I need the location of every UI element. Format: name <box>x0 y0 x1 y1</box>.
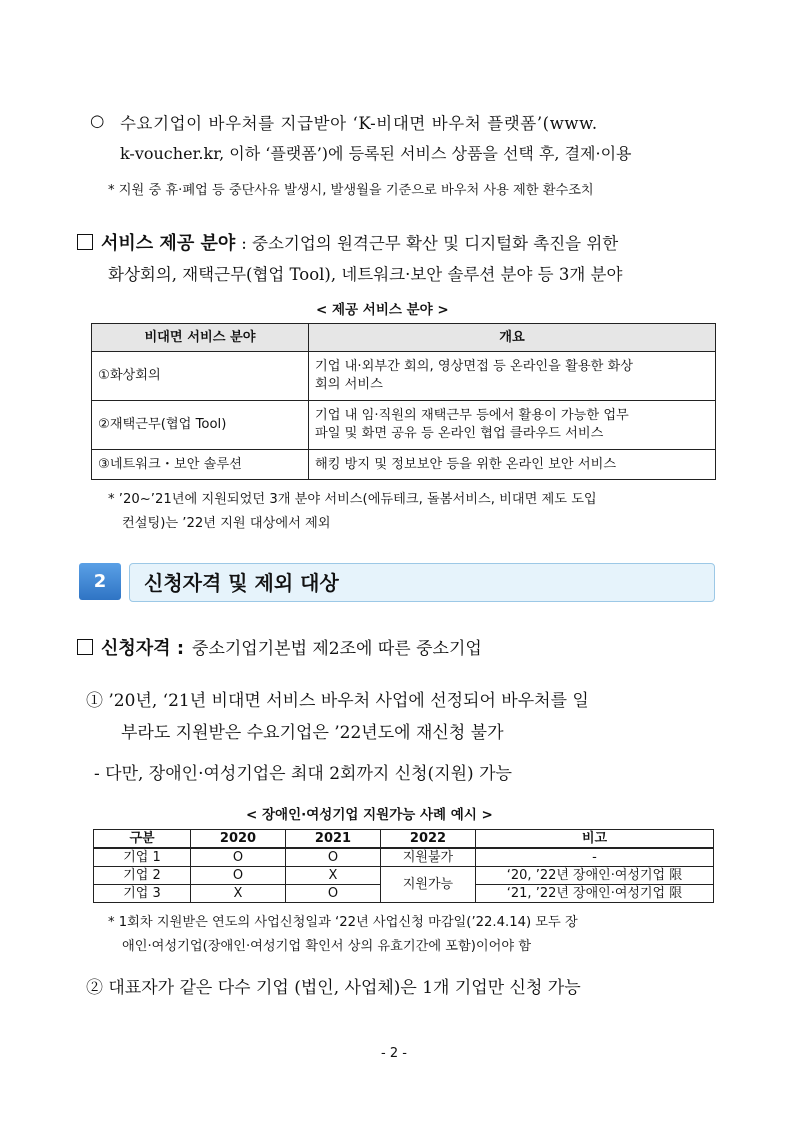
eligibility-heading <box>77 634 482 660</box>
cell-2021: O <box>286 885 381 903</box>
eligibility-note-line2: 애인·여성기업(장애인·여성기업 확인서 상의 유효기간에 포함)이어야 함 <box>122 939 532 954</box>
cell-2020: O <box>191 848 286 867</box>
header-category: 구분 <box>94 830 191 849</box>
cell-2021: X <box>286 867 381 885</box>
para1-line2: k-voucher.kr, 이하 ‘플랫폼’)에 등록된 서비스 상품을 선택 후, 결제·이용 <box>120 144 632 163</box>
page-number: - 2 - <box>381 1046 407 1061</box>
header-2021: 2021 <box>286 830 381 849</box>
cell-2021: O <box>286 848 381 867</box>
cell-2022: 지원불가 <box>381 848 476 867</box>
table-header-row <box>94 830 714 849</box>
table-header-row <box>92 324 716 352</box>
desc-line: 기업 내·외부간 회의, 영상면접 등 온라인을 활용한 화상 <box>315 359 633 374</box>
eligibility-note-line1: * 1회차 지원받은 연도의 사업신청일과 ‘22년 사업신청 마감일(’22.4.14) 모두 장 <box>108 915 578 930</box>
bullet-circle: ○ <box>90 111 105 130</box>
table-row <box>92 352 716 401</box>
header-note: 비고 <box>476 830 714 849</box>
para1-line1: 수요기업이 바우처를 지급받아 ‘K-비대면 바우처 플랫폼’(www. <box>120 114 598 133</box>
header-2022: 2022 <box>381 830 476 849</box>
field-cell: ③네트워크・보안 솔루션 <box>92 450 309 480</box>
cell-name: 기업 3 <box>94 885 191 903</box>
desc-cell <box>309 352 716 401</box>
para1-note: * 지원 중 휴·폐업 등 중단사유 발생시, 발생월을 기준으로 바우처 사용 제한 환수조치 <box>108 183 594 198</box>
header-overview: 개요 <box>309 324 716 352</box>
service-table <box>91 323 716 480</box>
desc-cell <box>309 401 716 450</box>
section-title: 신청자격 및 제외 대상 <box>144 571 339 595</box>
header-field: 비대면 서비스 분야 <box>92 324 309 352</box>
cell-name: 기업 2 <box>94 867 191 885</box>
cell-note: ‘21, ’22년 장애인·여성기업 限 <box>476 885 714 903</box>
eligibility-label: 신청자격 : <box>101 638 185 659</box>
table-row <box>92 401 716 450</box>
table-row <box>92 450 716 480</box>
table-row <box>94 867 714 885</box>
service-line2: 화상회의, 재택근무(협업 Tool), 네트워크·보안 솔루션 분야 등 3개 분야 <box>108 265 623 284</box>
header-2020: 2020 <box>191 830 286 849</box>
desc-line: 기업 내 임·직원의 재택근무 등에서 활용이 가능한 업무 <box>315 408 629 423</box>
service-heading <box>77 229 618 255</box>
field-cell: ①화상회의 <box>92 352 309 401</box>
field-cell: ②재택근무(협업 Tool) <box>92 401 309 450</box>
service-note-line1: * ’20~’21년에 지원되었던 3개 분야 서비스(에듀테크, 돌봄서비스, 비대면 제도 도입 <box>108 492 597 507</box>
cell-name: 기업 1 <box>94 848 191 867</box>
cell-note: ‘20, ’22년 장애인·여성기업 限 <box>476 867 714 885</box>
cell-2022: 지원가능 <box>381 867 476 903</box>
desc-line: 회의 서비스 <box>315 377 383 392</box>
eligibility-text: 중소기업기본법 제2조에 따른 중소기업 <box>192 639 482 659</box>
eligibility-item1-line2: 부라도 지원받은 수요기업은 ’22년도에 재신청 불가 <box>121 723 504 743</box>
eligibility-dash: - 다만, 장애인·여성기업은 최대 2회까지 신청(지원) 가능 <box>94 764 512 784</box>
cell-2020: X <box>191 885 286 903</box>
desc-line: 파일 및 화면 공유 등 온라인 협업 클라우드 서비스 <box>315 426 604 441</box>
service-table-title: < 제공 서비스 분야 > <box>316 302 449 318</box>
cell-2020: O <box>191 867 286 885</box>
checkbox-square-icon <box>77 234 93 250</box>
checkbox-square-icon <box>77 639 93 655</box>
cell-note: - <box>476 848 714 867</box>
table-row <box>94 848 714 867</box>
service-line1: : 중소기업의 원격근무 확산 및 디지털화 촉진을 위한 <box>241 234 619 253</box>
service-note-line2: 컨설팅)는 ’22년 지원 대상에서 제외 <box>122 516 331 531</box>
eligibility-table-title: < 장애인·여성기업 지원가능 사례 예시 > <box>246 807 493 823</box>
eligibility-item2: ② 대표자가 같은 다수 기업 (법인, 사업체)은 1개 기업만 신청 가능 <box>86 978 581 998</box>
section-number: 2 <box>79 563 121 600</box>
desc-cell: 해킹 방지 및 정보보안 등을 위한 온라인 보안 서비스 <box>309 450 716 480</box>
service-label: 서비스 제공 분야 <box>101 233 236 254</box>
eligibility-item1-line1: ① ’20년, ‘21년 비대면 서비스 바우처 사업에 선정되어 바우처를 일 <box>86 691 589 711</box>
eligibility-table <box>93 829 714 903</box>
